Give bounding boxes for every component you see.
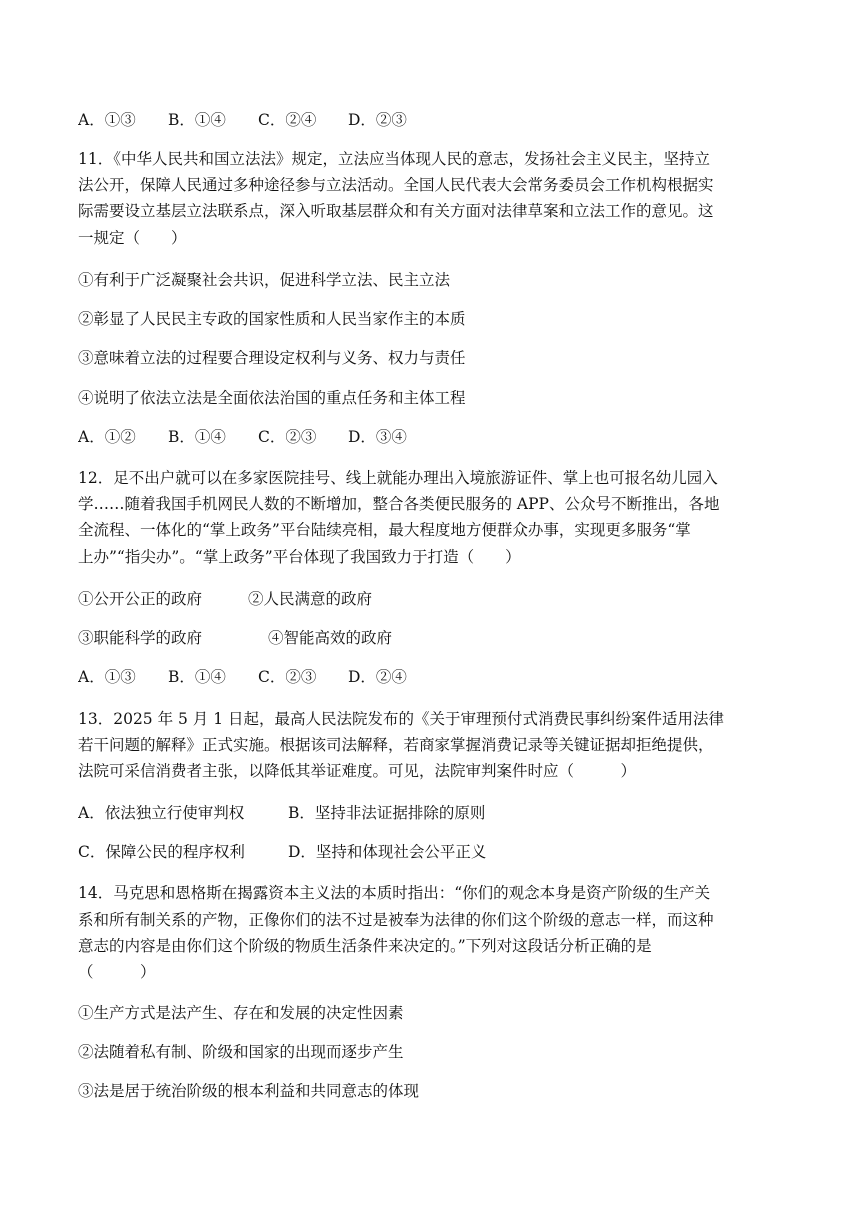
- q12-option-d: D．②④: [348, 668, 407, 686]
- q14-item: ①生产方式是法产生、存在和发展的决定性因素: [78, 1004, 404, 1022]
- q12-option-a: A．①③: [78, 668, 136, 686]
- q12-options: [78, 667, 788, 687]
- q11-item: ③意味着立法的过程要合理设定权利与义务、权力与责任: [78, 349, 466, 367]
- q12-item: ③职能科学的政府: [78, 629, 203, 647]
- q11-stem-line: 一规定（ ）: [78, 229, 187, 247]
- q13-options-row: [78, 803, 788, 823]
- q11-stem-line: 际需要设立基层立法联系点，深入听取基层群众和有关方面对法律草案和立法工作的意见。这: [78, 202, 714, 220]
- q11-option-a: A．①②: [78, 428, 136, 446]
- q12-option-b: B．①④: [168, 668, 226, 686]
- q12-items-row: [78, 589, 788, 609]
- q12-item: ④智能高效的政府: [268, 629, 393, 647]
- q12-item: ②人民满意的政府: [248, 590, 373, 608]
- q12-option-c: C．②③: [258, 668, 317, 686]
- q13-options-row: [78, 842, 788, 862]
- q10-option-b: B．①④: [168, 111, 226, 129]
- q10-option-a: A．①③: [78, 111, 136, 129]
- q14-stem-line: （ ）: [78, 963, 156, 981]
- q13-stem-line: 若干问题的解释》正式实施。根据该司法解释，若商家掌握消费记录等关键证据却拒绝提供，: [78, 736, 714, 754]
- q14-item: ③法是居于统治阶级的根本利益和共同意志的体现: [78, 1082, 420, 1100]
- q12-item: ①公开公正的政府: [78, 590, 203, 608]
- q11-option-d: D．③④: [348, 428, 407, 446]
- q11-item: ②彰显了人民民主专政的国家性质和人民当家作主的本质: [78, 310, 466, 328]
- q10-option-c: C．②④: [258, 111, 317, 129]
- q13-option-a: A．依法独立行使审判权: [78, 804, 245, 822]
- q13-option-d: D．坚持和体现社会公平正义: [288, 843, 487, 861]
- q12-stem-line: 全流程、一体化的“掌上政务”平台陆续亮相，最大程度地方便群众办事，实现更多服务“掌: [78, 521, 691, 539]
- q11-option-c: C．②③: [258, 428, 317, 446]
- q11-stem-line: 法公开，保障人民通过多种途径参与立法活动。全国人民代表大会常务委员会工作机构根据实: [78, 176, 714, 194]
- q13-stem-line: 13．2025 年 5 月 1 日起，最高人民法院发布的《关于审理预付式消费民事纠纷案件适用法律: [78, 710, 725, 728]
- q12-stem-line: 学……随着我国手机网民人数的不断增加，整合各类便民服务的 APP、公众号不断推出，各地: [78, 495, 720, 513]
- q13-stem-line: 法院可采信消费者主张，以降低其举证难度。可见，法院审判案件时应（ ）: [78, 762, 637, 780]
- q13-option-c: C．保障公民的程序权利: [78, 843, 245, 861]
- q11-item: ①有利于广泛凝聚社会共识，促进科学立法、民主立法: [78, 271, 451, 289]
- q14-item: ②法随着私有制、阶级和国家的出现而逐步产生: [78, 1043, 404, 1061]
- q12-stem-line: 上办”“指尖办”。“掌上政务”平台体现了我国致力于打造（ ）: [78, 548, 521, 566]
- q12-stem-line: 12．足不出户就可以在多家医院挂号、线上就能办理出入境旅游证件、掌上也可报名幼儿园入: [78, 469, 718, 487]
- q11-option-b: B．①④: [168, 428, 226, 446]
- q11-item: ④说明了依法立法是全面依法治国的重点任务和主体工程: [78, 389, 466, 407]
- q14-stem-line: 意志的内容是由你们这个阶级的物质生活条件来决定的。”下列对这段话分析正确的是: [78, 937, 652, 955]
- q13-option-b: B．坚持非法证据排除的原则: [288, 804, 486, 822]
- q11-options: [78, 427, 788, 447]
- q10-option-d: D．②③: [348, 111, 407, 129]
- q14-stem-line: 14．马克思和恩格斯在揭露资本主义法的本质时指出：“你们的观念本身是资产阶级的生产关: [78, 884, 711, 902]
- q11-stem-line: 11．《中华人民共和国立法法》规定，立法应当体现人民的意志，发扬社会主义民主，坚持立: [78, 150, 710, 168]
- q10-options: [78, 110, 788, 130]
- q12-items-row: [78, 628, 788, 648]
- q14-stem-line: 系和所有制关系的产物，正像你们的法不过是被奉为法律的你们这个阶级的意志一样，而这种: [78, 911, 714, 929]
